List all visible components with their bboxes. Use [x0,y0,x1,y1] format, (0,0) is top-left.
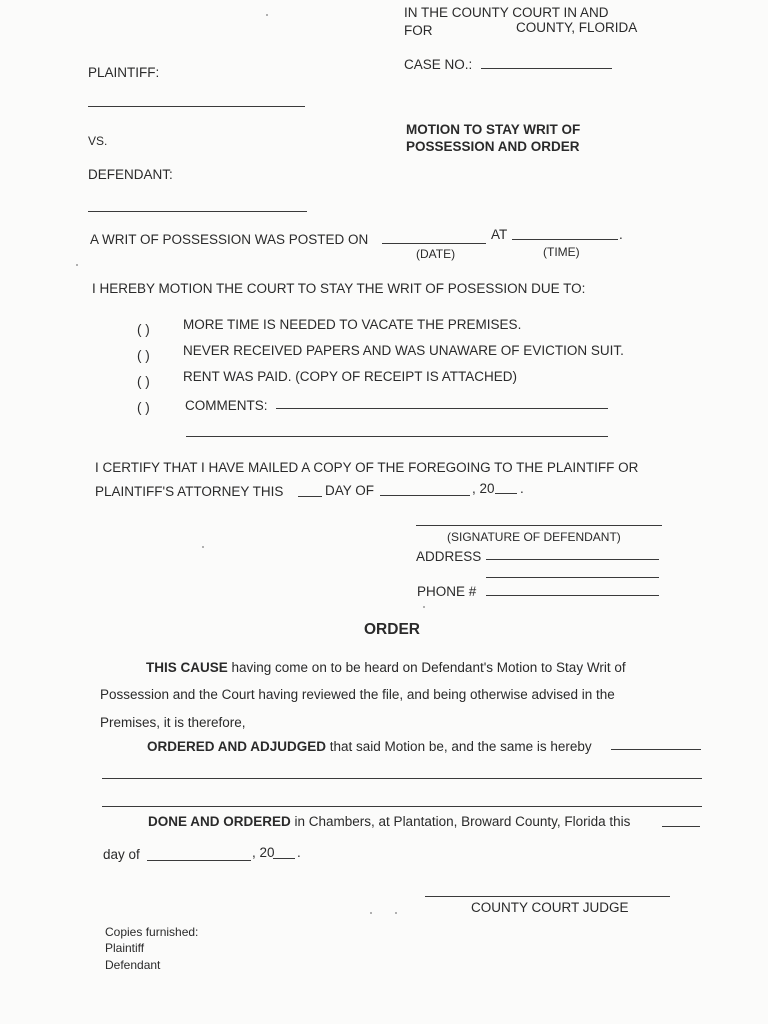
address-field-line2[interactable] [486,577,659,578]
scan-speck [370,912,372,914]
this-cause-text: having come on to be heard on Defendant's Motion to Stay Writ of [227,660,626,675]
certify-period: . [520,481,524,496]
date-caption: (DATE) [416,247,456,261]
address-field-line1[interactable] [486,559,659,560]
defendant-name-field[interactable] [88,211,307,212]
order-year-prefix: , 20 [252,845,275,860]
option-checkbox-rent-paid[interactable]: ( ) [137,374,150,389]
plaintiff-name-field[interactable] [88,106,305,107]
option-rent-paid-label: RENT WAS PAID. (COPY OF RECEIPT IS ATTACHED) [183,369,518,384]
option-comments-label: COMMENTS: [185,398,268,413]
order-heading: ORDER [364,621,420,638]
done-ordered-text: in Chambers, at Plantation, Broward County, Florida this [290,814,631,829]
versus-label: VS. [88,134,108,148]
order-paragraph1-line1 [146,661,626,675]
address-label: ADDRESS [416,549,482,564]
writ-posted-label: A WRIT OF POSSESSION WAS POSTED ON [90,232,369,247]
ordered-adjudged-line [147,740,592,754]
done-ordered-bold: DONE AND ORDERED [148,814,291,829]
certify-attorney-label: PLAINTIFF'S ATTORNEY THIS [95,484,284,499]
court-heading-for: FOR [404,23,433,38]
copies-furnished-heading: Copies furnished: [105,925,199,939]
judge-caption: COUNTY COURT JUDGE [471,900,629,915]
writ-period: . [619,227,623,242]
option-never-received-label: NEVER RECEIVED PAPERS AND WAS UNAWARE OF EVICTION SUIT. [183,343,624,358]
judge-signature-field[interactable] [425,896,670,897]
order-paragraph1-line2: Possession and the Court having reviewed the file, and being otherwise advised in the [100,687,615,702]
certify-day-field[interactable] [298,496,322,497]
phone-label: PHONE # [417,584,477,599]
comments-field-line2[interactable] [186,436,608,437]
signature-caption: (SIGNATURE OF DEFENDANT) [447,530,621,544]
option-checkbox-comments[interactable]: ( ) [137,400,150,415]
ordered-adjudged-field[interactable] [611,749,701,750]
ordered-adjudged-bold: ORDERED AND ADJUDGED [147,739,327,754]
motion-intro: I HEREBY MOTION THE COURT TO STAY THE WRIT OF POSESSION DUE TO: [92,281,586,296]
comments-field-line1[interactable] [276,408,608,409]
scan-speck [395,912,397,914]
day-of-label: day of [103,847,140,862]
court-heading-county: COUNTY, FLORIDA [516,20,638,35]
plaintiff-label: PLAINTIFF: [88,65,160,80]
case-number-label: CASE NO.: [404,57,473,72]
writ-date-field[interactable] [382,243,486,244]
certify-year-prefix: , 20 [472,481,495,496]
copies-recipient-defendant: Defendant [105,958,161,972]
order-month-field[interactable] [147,860,251,861]
defendant-label: DEFENDANT: [88,167,173,182]
this-cause-bold: THIS CAUSE [146,660,228,675]
writ-at-label: AT [491,227,508,242]
document-title-line2: POSSESSION AND ORDER [406,139,580,154]
done-ordered-line [148,815,630,829]
option-more-time-label: MORE TIME IS NEEDED TO VACATE THE PREMISES. [183,317,522,332]
order-paragraph1-line3: Premises, it is therefore, [100,715,246,730]
writ-time-field[interactable] [512,239,618,240]
time-caption: (TIME) [543,245,580,259]
order-period: . [297,845,301,860]
option-checkbox-more-time[interactable]: ( ) [137,322,150,337]
document-title-line1: MOTION TO STAY WRIT OF [406,122,581,137]
certify-month-field[interactable] [380,495,470,496]
certify-day-of-label: DAY OF [325,483,375,498]
copies-recipient-plaintiff: Plaintiff [105,941,145,955]
order-ruling-line2[interactable] [102,806,702,807]
order-ruling-line1[interactable] [102,778,702,779]
certify-year-field[interactable] [495,493,517,494]
certify-line1: I CERTIFY THAT I HAVE MAILED A COPY OF THE FOREGOING TO THE PLAINTIFF OR [95,460,639,475]
scan-speck [76,264,78,266]
option-checkbox-never-received[interactable]: ( ) [137,348,150,363]
ordered-adjudged-text: that said Motion be, and the same is hereby [326,739,592,754]
case-number-field[interactable] [481,68,612,69]
done-ordered-day-field[interactable] [662,826,700,827]
court-heading-line1: IN THE COUNTY COURT IN AND [404,5,609,20]
scan-speck [423,606,425,608]
scan-speck [266,14,268,16]
order-year-field[interactable] [273,858,295,859]
defendant-signature-field[interactable] [416,525,662,526]
scan-speck [202,546,204,548]
phone-field[interactable] [486,595,659,596]
